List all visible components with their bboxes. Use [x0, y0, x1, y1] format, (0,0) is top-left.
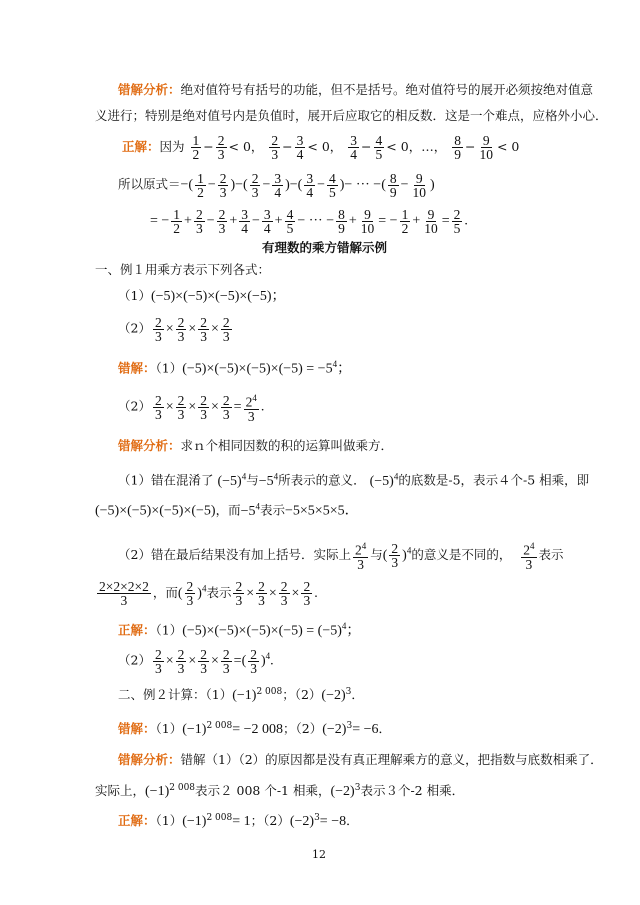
para-1-line-2: 义进行；特别是绝对值号内是负值时，展开后应取它的相反数．这是一个难点，应格外小心． [95, 108, 608, 123]
correct-solution-2-item-2: （2） $\frac{2}{3}$ × $\frac{2}{3}$ × $\frac{2}{3}$ × $\frac{2}{3}$ =( $\frac{2}{3}$ )$^4$. [118, 647, 274, 676]
error-analysis-3: 错解分析：错解（1）（2）的原因都是没有真正理解乘方的意义，把指数与底数相乘了． [118, 752, 603, 767]
analysis-2-line-2: $\frac{2\times 2\times 2\times 2}{3}$ ，而( $\frac{2}{3}$ )$^4$表示 $\frac{2}{3}$ × $\frac{2}{3}$ × $\frac{2}{3}$ × $\frac{2}{3}$ . [99, 579, 318, 609]
correct-solution-1: 正解：因为 $\frac{1}{2}$ − $\frac{2}{3}$ < 0， $\frac{2}{3}$ − $\frac{3}{4}$ < 0， $\frac{3}{4}$ − $\frac{4}{5}$ < 0，…， $\frac{8}{9}$ − $\frac{9}{10}$ < 0 [122, 133, 520, 162]
example-2-heading: 二、例２计算：$(1)(-1)^{2 008}$；$(2)(-2)^3$． [118, 687, 364, 704]
error-analysis-para-1 [118, 82, 593, 98]
error-analysis-2: 错解分析：求ｎ个相同因数的积的运算叫做乘方． [118, 438, 394, 453]
analysis-1-line-2: (−5)×(−5)×(−5)×(−5)，而$-5^4$表示−5×5×5×5． [95, 501, 359, 519]
wrong-solution-1-item-2: （2） $\frac{2}{3}$ × $\frac{2}{3}$ × $\frac{2}{3}$ × $\frac{2}{3}$ = $\frac{2^4}{3}$ . [118, 392, 265, 424]
page-number: 12 [312, 848, 326, 861]
label-error-analysis: 错解分析： [118, 82, 181, 97]
example-1-heading: 一、例１用乘方表示下列各式： [95, 262, 271, 277]
text: 因为 [159, 139, 185, 154]
correct-solution-3: 正解：$(1)(-1)^{2 008}= 1$；$(2)(-2)^3= -8$． [118, 813, 359, 830]
analysis-1-line-1: （1）错在混淆了 $(-5)^4$与$-5^4$所表示的意义． $(-5)^4$的底数是-5，表示４个-5 相乘，即 [118, 471, 590, 489]
section-title: 有理数的乘方错解示例 [262, 240, 388, 255]
wrong-solution-1: 错解：$(1)(-5)\times(-5)\times(-5)\times(-5) = -5^4$； [118, 359, 352, 377]
text: 绝对值符号有括号的功能，但不是括号。绝对值符号的展开必须按绝对值意 [180, 82, 594, 97]
label-correct: 正解： [122, 139, 160, 154]
analysis-3-line-2: 实际上，$(-1)^{2 008}$表示２ 008 个-1 相乘，$(-2)^3$表示３个-2 相乘． [95, 783, 465, 800]
example-1-item-1: （1）(−5)×(−5)×(−5)×(−5)； [118, 288, 286, 304]
original-expression: 所以原式＝−( $\frac{1}{2}$ − $\frac{2}{3}$ )−( $\frac{2}{3}$ − $\frac{3}{4}$ )−( $\frac{3}{4}$ − $\frac{4}{5}$ )− ··· −( $\frac{8}{9}$ − $\frac{9}{10}$ ) [118, 171, 435, 200]
wrong-solution-2: 错解：$(1)(-1)^{2 008}= -2$ 008；$(2)(-2)^3= -6$． [118, 721, 391, 738]
analysis-2-line-1: （2）错在最后结果没有加上括号．实际上 $\frac{2^4}{3}$ 与( $\frac{2}{3}$ )$^4$的意义是不同的， $\frac{2^4}{3}$ 表示 [118, 541, 564, 572]
simplification-line: = − $\frac{1}{2}$ + $\frac{2}{3}$ − $\frac{2}{3}$ + $\frac{3}{4}$ − $\frac{3}{4}$ + $\frac{4}{5}$ − ··· − $\frac{8}{9}$ + $\frac{9}{10}$ = − $\frac{1}{2}$ + $\frac{9}{10}$ = $\frac{2}{5}$ . [150, 207, 468, 236]
example-1-item-2: （2） $\frac{2}{3}$ × $\frac{2}{3}$ × $\frac{2}{3}$ × $\frac{2}{3}$ [118, 315, 230, 344]
correct-solution-2: 正解：$(1)(-5)\times(-5)\times(-5)\times(-5) = (-5)^4$； [118, 621, 361, 639]
